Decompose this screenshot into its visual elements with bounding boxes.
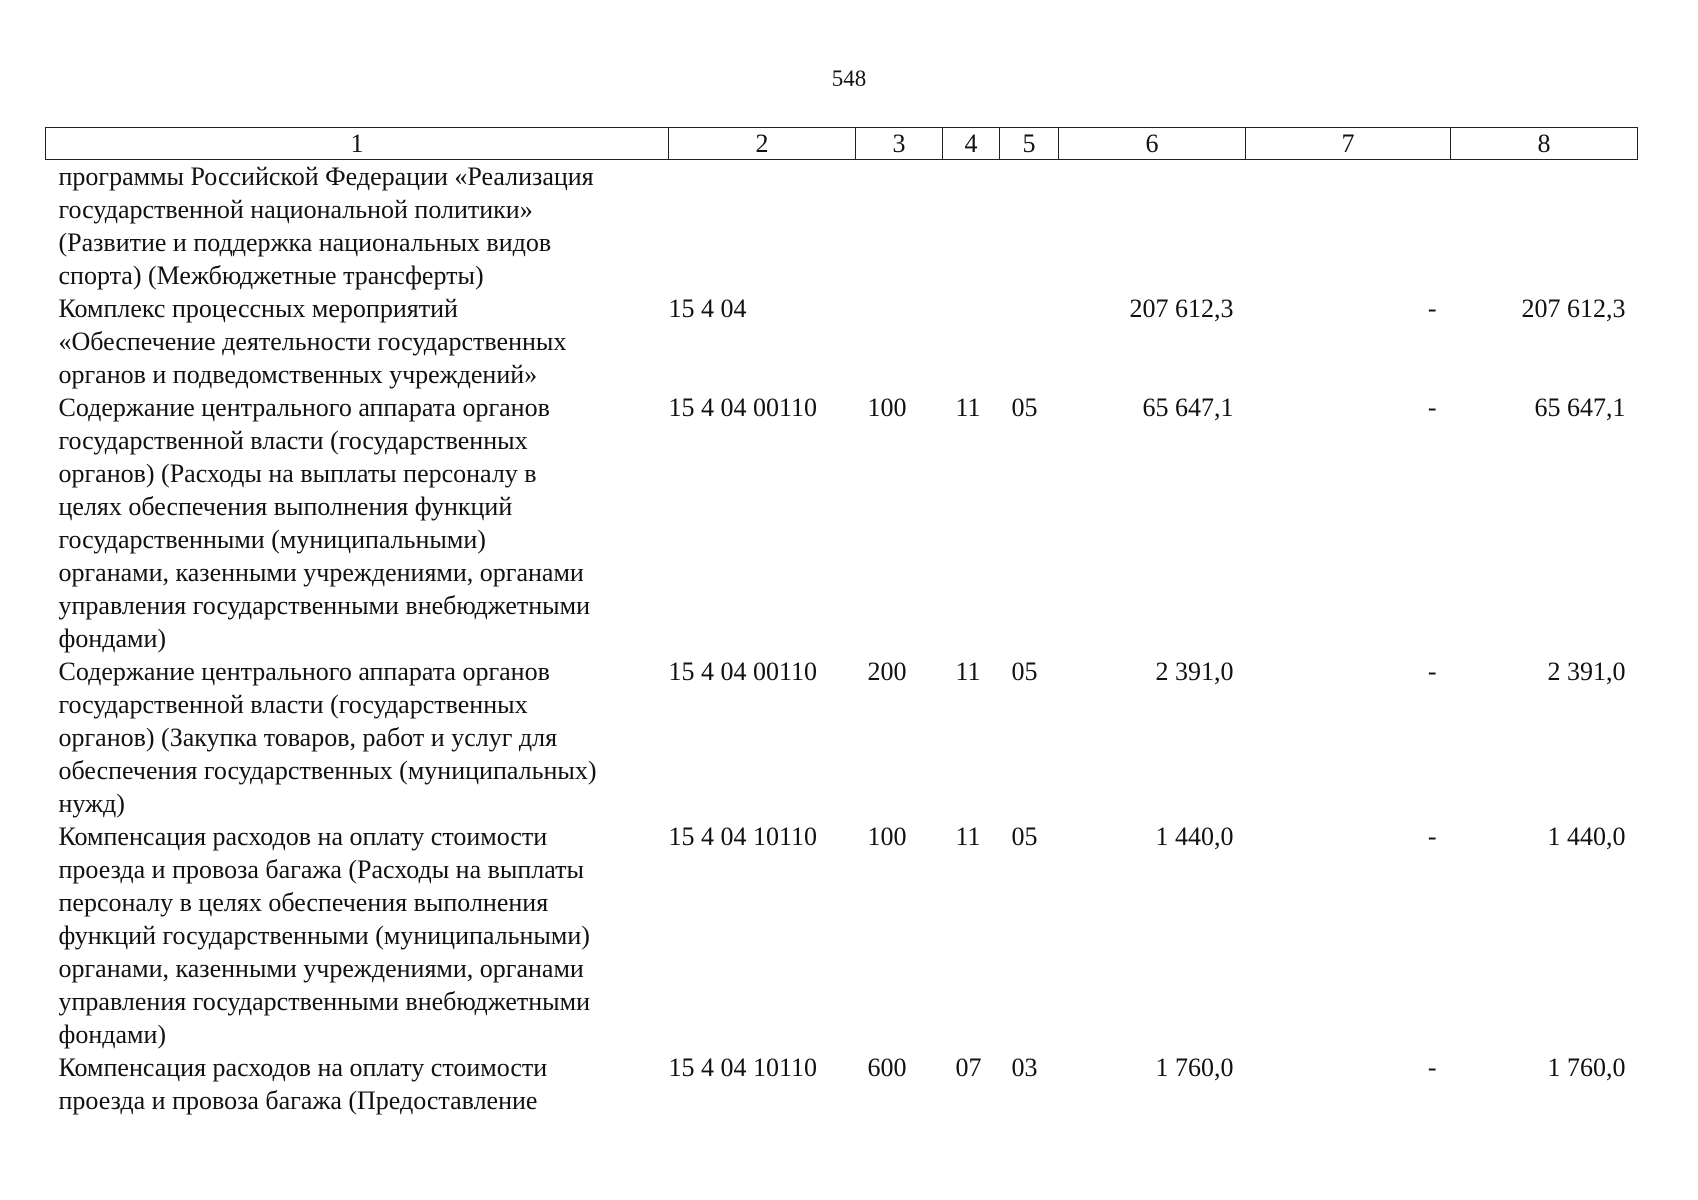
row-code: 15 4 04 [668, 294, 747, 323]
row-code: 15 4 04 00110 [668, 657, 818, 686]
row-amount-1: 1 760,0 [1155, 1053, 1234, 1082]
row-amount-3: 65 647,1 [1534, 393, 1626, 422]
row-name-line: Содержание центрального аппарата органов [58, 657, 550, 686]
row-amount-1: 1 440,0 [1155, 822, 1234, 851]
row-name-line: органов) (Расходы на выплаты персоналу в [58, 459, 537, 488]
row-amount-2 [1246, 160, 1451, 293]
row-code [669, 160, 856, 293]
row-pr: 05 [1011, 822, 1038, 851]
table-row [46, 1051, 1638, 1117]
row-name-line: Компенсация расходов на оплату стоимости [58, 1053, 548, 1082]
page-number: 548 [831, 66, 867, 91]
row-amount-3: 207 612,3 [1521, 294, 1626, 323]
row-code: 15 4 04 10110 [668, 822, 818, 851]
row-amount-1: 207 612,3 [1129, 294, 1234, 323]
row-vr: 100 [867, 393, 907, 422]
row-name-line: управления государственными внебюджетными [58, 987, 590, 1016]
row-amount-2: - [1427, 393, 1437, 422]
row-vr [856, 160, 943, 293]
row-amount-2: - [1427, 1053, 1437, 1082]
row-name-line: нужд) [58, 789, 125, 818]
row-amount-2: - [1427, 822, 1437, 851]
row-amount-1: 65 647,1 [1142, 393, 1234, 422]
row-code: 15 4 04 10110 [668, 1053, 818, 1082]
row-name-cell [46, 160, 669, 293]
row-name-line: обеспечения государственных (муниципальных) [58, 756, 597, 785]
header-col-4: 4 [943, 128, 1000, 160]
row-name-line: Компенсация расходов на оплату стоимости [58, 822, 548, 851]
row-name-cell [46, 655, 669, 820]
row-name-line: проезда и провоза багажа (Предоставление [58, 1086, 538, 1115]
header-col-7: 7 [1246, 128, 1451, 160]
row-vr [856, 292, 943, 391]
row-rz: 11 [955, 393, 981, 422]
header-col-6: 6 [1059, 128, 1246, 160]
row-rz: 11 [955, 822, 981, 851]
row-name-line: целях обеспечения выполнения функций [58, 492, 513, 521]
row-amount-1: 2 391,0 [1155, 657, 1234, 686]
row-pr: 03 [1011, 1053, 1038, 1082]
row-name-line: государственными (муниципальными) [58, 525, 486, 554]
header-col-2: 2 [669, 128, 856, 160]
row-name-line: управления государственными внебюджетными [58, 591, 590, 620]
row-pr [1000, 292, 1059, 391]
header-col-5: 5 [1000, 128, 1059, 160]
row-name-cell [46, 391, 669, 655]
table-row [46, 160, 1638, 293]
row-amount-3: 1 760,0 [1547, 1053, 1626, 1082]
row-name-line: программы Российской Федерации «Реализация [58, 162, 594, 191]
table-body [46, 160, 1638, 1118]
budget-table [45, 127, 1638, 1117]
header-col-8: 8 [1451, 128, 1638, 160]
row-rz [943, 292, 1000, 391]
row-rz: 11 [955, 657, 981, 686]
row-amount-3: 1 440,0 [1547, 822, 1626, 851]
header-row [46, 128, 1638, 160]
row-vr: 100 [867, 822, 907, 851]
row-name-line: спорта) (Межбюджетные трансферты) [58, 261, 484, 290]
row-name-line: Содержание центрального аппарата органов [58, 393, 550, 422]
row-rz [943, 160, 1000, 293]
row-name-line: «Обеспечение деятельности государственных [58, 327, 567, 356]
row-vr: 200 [867, 657, 907, 686]
row-name-line: органов) (Закупка товаров, работ и услуг для [58, 723, 558, 752]
header-col-3: 3 [856, 128, 943, 160]
row-name-line: государственной власти (государственных [58, 690, 528, 719]
row-name-line: фондами) [58, 624, 167, 653]
table-row [46, 292, 1638, 391]
row-vr: 600 [867, 1053, 907, 1082]
row-name-line: государственной власти (государственных [58, 426, 528, 455]
row-rz: 07 [955, 1053, 982, 1082]
row-amount-1 [1059, 160, 1246, 293]
row-amount-2: - [1427, 294, 1437, 323]
header-col-1: 1 [46, 128, 669, 160]
table-row [46, 391, 1638, 655]
row-amount-3: 2 391,0 [1547, 657, 1626, 686]
row-pr: 05 [1011, 657, 1038, 686]
row-name-line: органами, казенными учреждениями, органами [58, 954, 584, 983]
row-name-line: органами, казенными учреждениями, органами [58, 558, 584, 587]
row-pr [1000, 160, 1059, 293]
row-name-line: фондами) [58, 1020, 167, 1049]
row-name-cell [46, 1051, 669, 1117]
table-row [46, 655, 1638, 820]
row-name-line: Комплекс процессных мероприятий [58, 294, 458, 323]
row-name-line: государственной национальной политики» [58, 195, 533, 224]
row-amount-3 [1451, 160, 1638, 293]
row-amount-2: - [1427, 657, 1437, 686]
row-name-cell [46, 292, 669, 391]
table-row [46, 820, 1638, 1051]
row-pr: 05 [1011, 393, 1038, 422]
row-name-line: (Развитие и поддержка национальных видов [58, 228, 552, 257]
row-name-line: органов и подведомственных учреждений» [58, 360, 538, 389]
row-name-cell [46, 820, 669, 1051]
table-header [46, 128, 1638, 160]
row-code: 15 4 04 00110 [668, 393, 818, 422]
row-name-line: персоналу в целях обеспечения выполнения [58, 888, 549, 917]
row-name-line: проезда и провоза багажа (Расходы на выплаты [58, 855, 584, 884]
row-name-line: функций государственными (муниципальными) [58, 921, 590, 950]
